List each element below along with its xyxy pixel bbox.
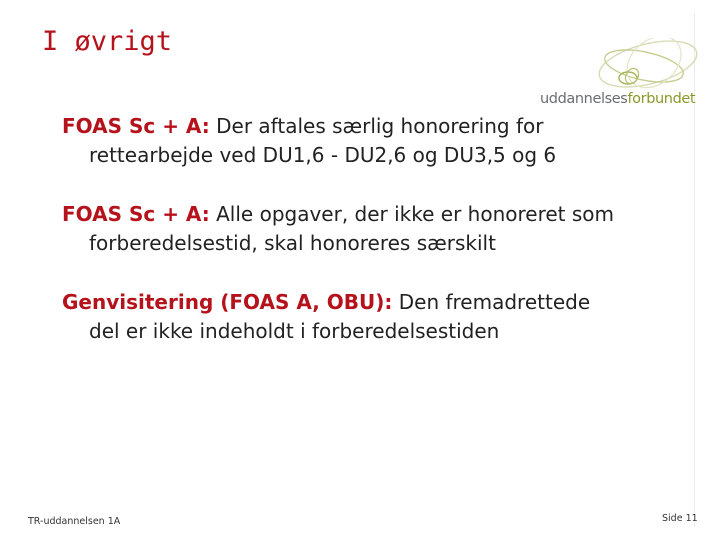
- footer-course-name: TR-uddannelsen 1A: [28, 516, 121, 527]
- swirl-logo-icon: [592, 38, 704, 94]
- bullet-text: Der aftales særlig honorering for rettearbejde ved DU1,6 - DU2,6 og DU3,5 og 6: [89, 114, 557, 167]
- bullet-lead: Genvisitering (FOAS A, OBU):: [62, 290, 393, 314]
- bullet-lead: FOAS Sc + A:: [62, 202, 210, 226]
- bullet-list: [62, 112, 622, 376]
- logo-wordmark-part1: uddannelses: [540, 91, 628, 107]
- footer-page-number: Side 11: [662, 513, 698, 524]
- logo-wordmark-part2: forbundet: [627, 91, 696, 107]
- organization-logo: [540, 38, 704, 114]
- bullet-text: Den fremadrettede del er ikke indeholdt i forberedelsestiden: [89, 290, 591, 343]
- slide-title: I øvrigt: [42, 26, 173, 57]
- bullet-item: [62, 288, 622, 346]
- logo-wordmark: [540, 91, 695, 107]
- bullet-text: Alle opgaver, der ikke er honoreret som forberedelsestid, skal honoreres særskilt: [89, 202, 615, 255]
- bullet-item: [62, 200, 622, 258]
- bullet-lead: FOAS Sc + A:: [62, 114, 210, 138]
- bullet-item: [62, 112, 622, 170]
